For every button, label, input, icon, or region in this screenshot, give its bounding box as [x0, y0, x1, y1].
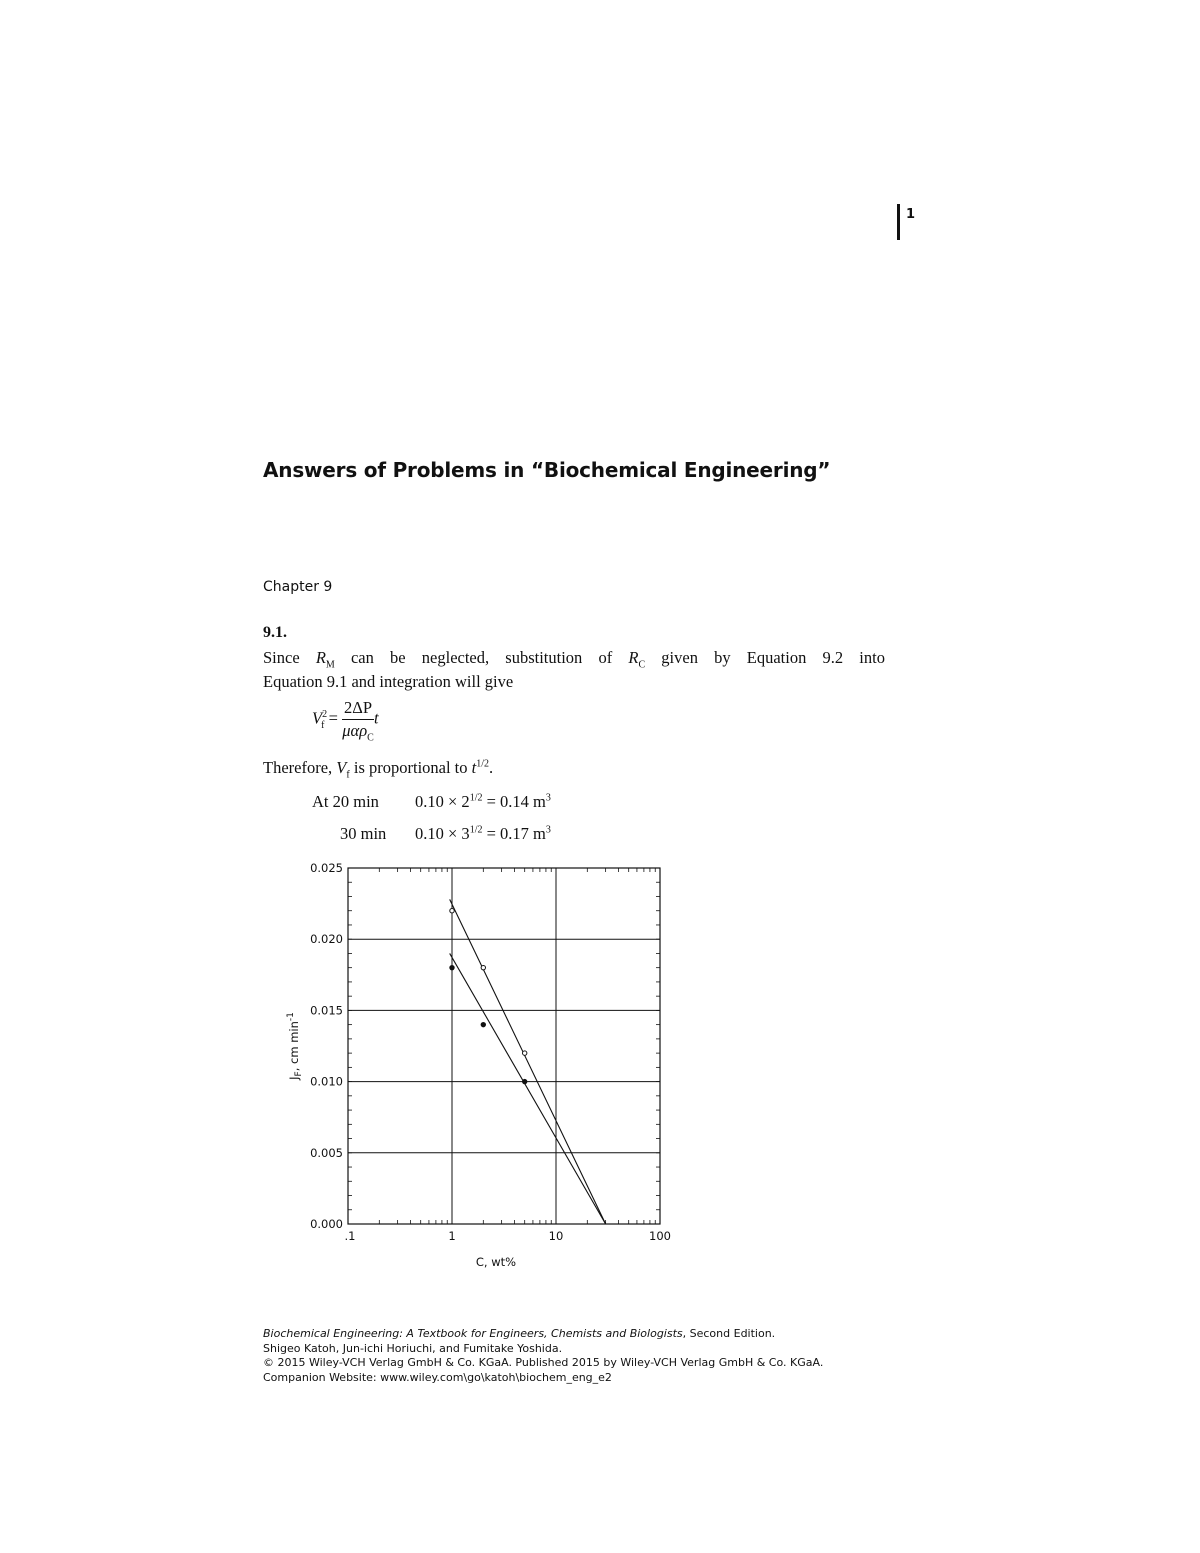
y-tick-label: 0.025 [310, 861, 343, 875]
data-point-lower [481, 1022, 485, 1026]
data-point-upper [450, 909, 454, 913]
chart-grid [348, 868, 660, 1224]
chart-labels [286, 861, 671, 1269]
calc-row-30min: 30 $\min 0.10 \times 3^{1/2} = 0.17$ $m^3$ [340, 824, 551, 843]
document-title: Answers of Problems in “Biochemical Engineering” [263, 458, 831, 482]
x-axis-title: C, wt% [475, 1255, 517, 1269]
copyright-footer: Biochemical Engineering: A Textbook for Engineers, Chemists and Biologists, Second Edition. Shigeo Katoh, Jun-ichi Horiuchi, and Fumitake Yoshida. © 2015 Wiley-VCH Verlag GmbH & Co. KGaA. Published 2015 by Wiley-VCH Verlag GmbH & Co. KGaA. Companion Website: www.wiley.com\go\katoh\biochem_eng_e2 [263, 1327, 824, 1384]
problem-text-line-2: Equation 9.1 and integration will give [263, 672, 514, 691]
calc-row-20min: At 20 $\min 0.10 \times 2^{1/2} = 0.14$ $m^3$ [312, 792, 551, 811]
page-number: 1 [906, 207, 916, 222]
proportionality-statement: Therefore, $V_f$ is proportional to $t^{1/2}$. [263, 758, 494, 781]
y-axis-title: $J_F$, cm $\min^{-1}$ [286, 1012, 304, 1080]
page-number-rule [897, 204, 900, 240]
chapter-heading: Chapter 9 [263, 579, 333, 595]
x-tick-label: .1 [344, 1229, 356, 1243]
data-point-lower [450, 965, 454, 969]
x-tick-label: 10 [548, 1229, 564, 1243]
y-tick-label: 0.020 [310, 932, 343, 947]
y-tick-label: 0.010 [310, 1074, 343, 1089]
y-tick-label: 0.000 [310, 1217, 343, 1231]
chart-fit-lines [450, 899, 606, 1224]
data-point-lower [522, 1079, 526, 1083]
problem-text-line-1: Since $R_M$ can be neglected, substitution of $R_C$ given by Equation 9.2 into [263, 648, 885, 671]
equation-fraction: $\frac{2\Delta P}{\mu\alpha\rho_C}$ [342, 698, 374, 744]
chart-axes [348, 868, 660, 1224]
flux-vs-concentration-chart [270, 855, 690, 1275]
y-tick-label: 0.005 [310, 1145, 343, 1160]
problem-number: 9.1. [263, 624, 287, 641]
filtration-equation: $V^2_f$ = $\frac{2\Delta P}{\mu\alpha\rho_C}$ t [312, 698, 379, 744]
chart-points [450, 909, 527, 1084]
data-point-upper [522, 1051, 526, 1055]
fit-line-upper [450, 899, 606, 1224]
plot-frame [348, 868, 660, 1224]
data-point-upper [481, 965, 485, 969]
x-tick-label: 1 [448, 1229, 456, 1243]
problem-text [263, 646, 885, 694]
x-tick-label: 100 [649, 1229, 671, 1243]
fit-line-lower [450, 953, 606, 1224]
y-tick-label: 0.015 [310, 1003, 343, 1018]
